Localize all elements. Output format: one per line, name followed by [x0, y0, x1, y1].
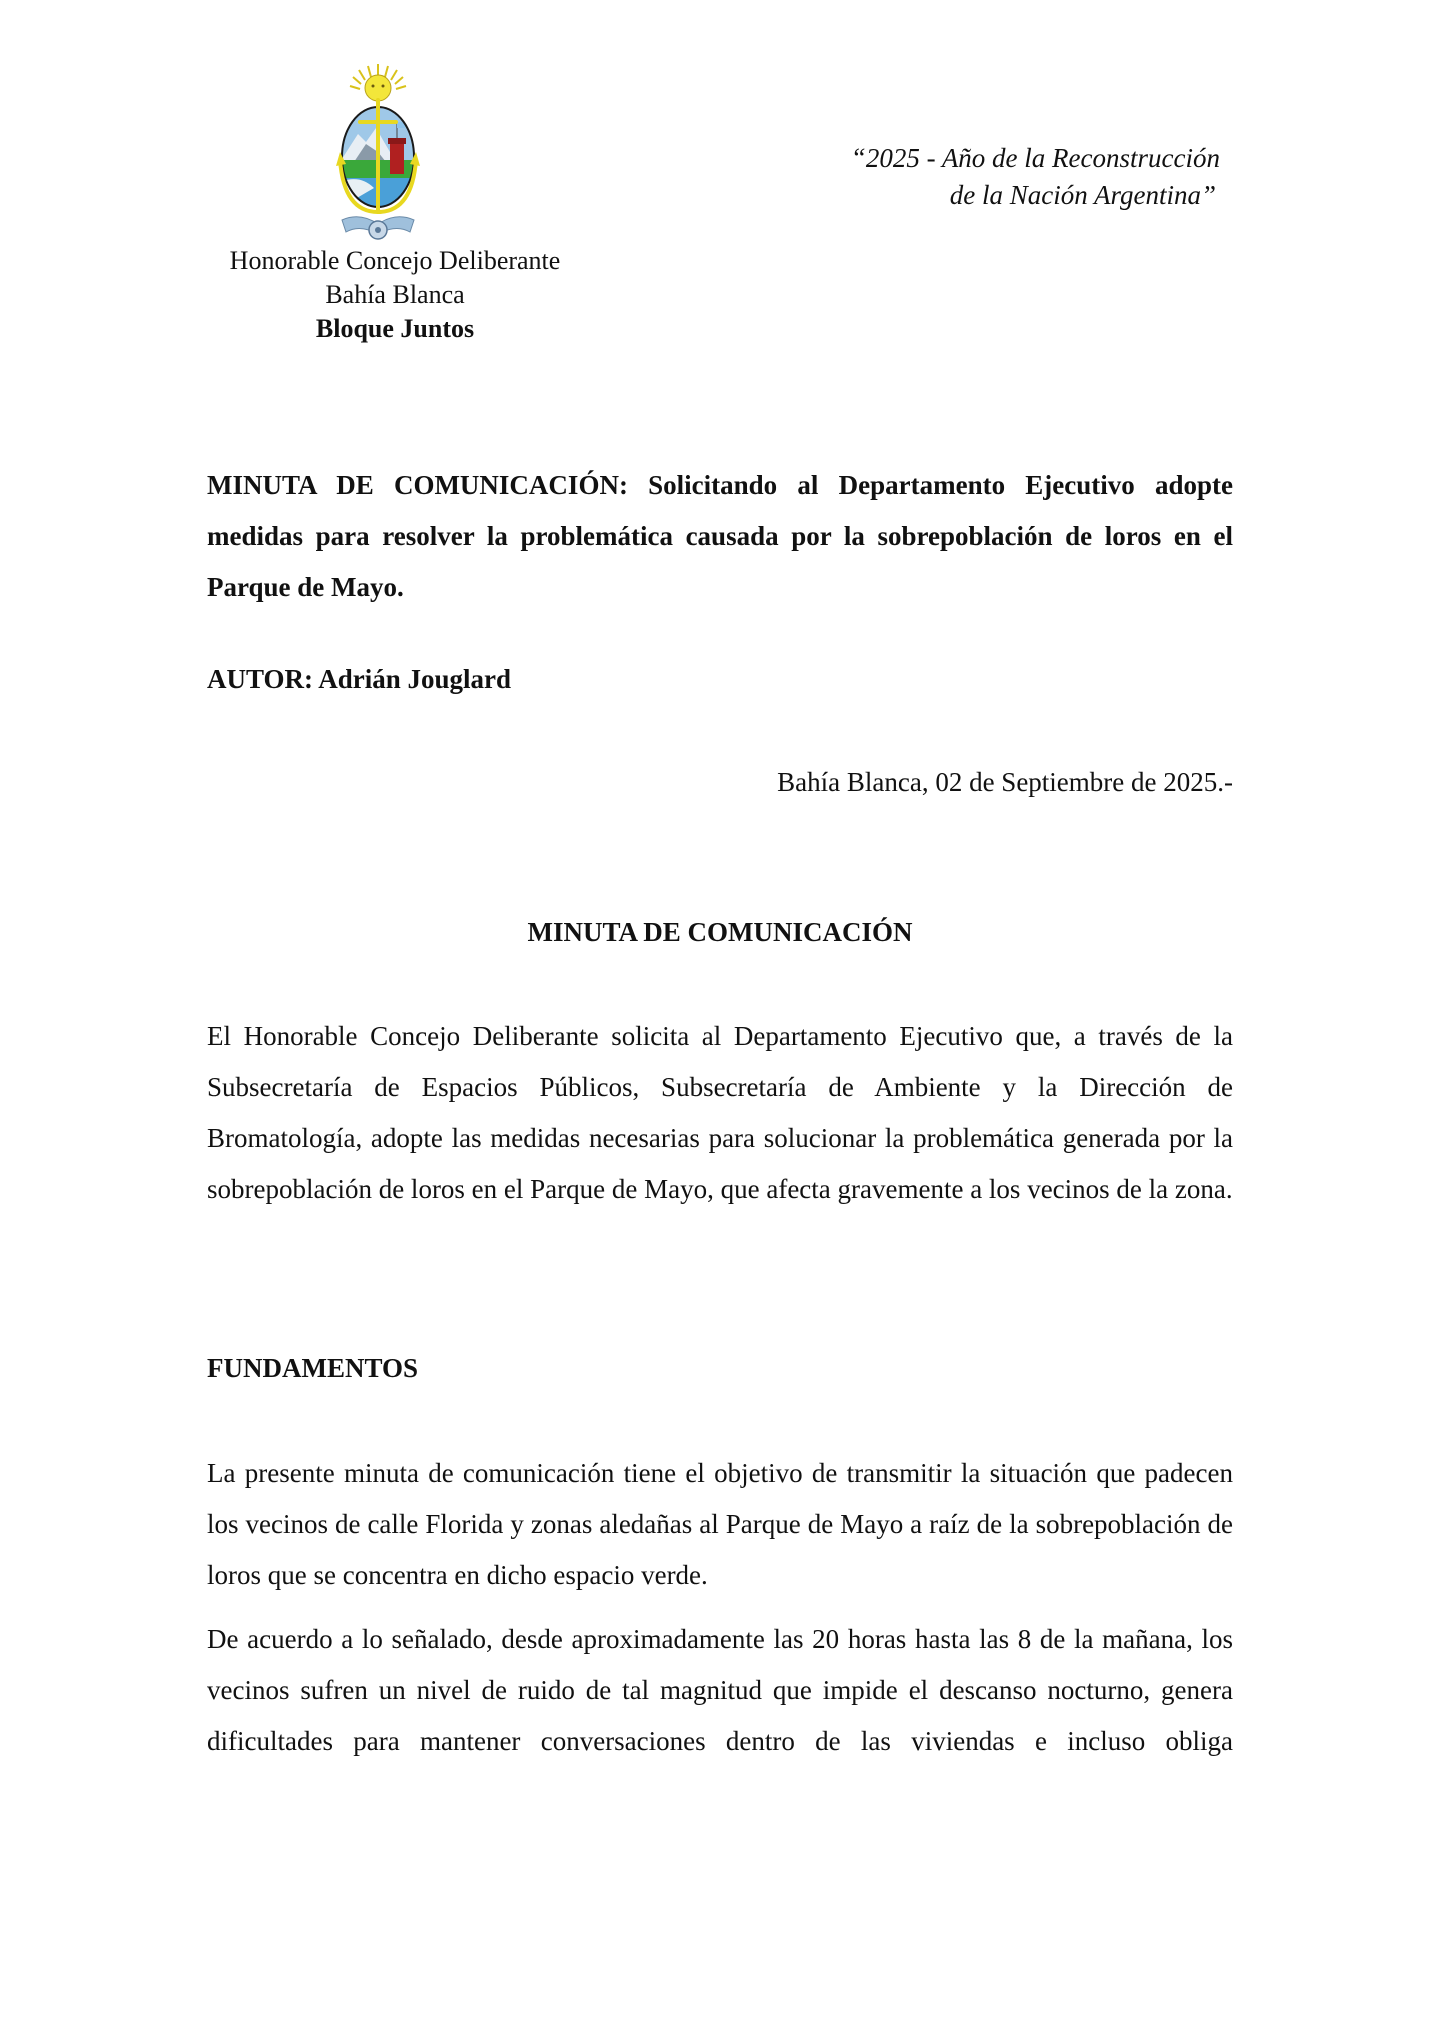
year-motto — [780, 140, 1220, 214]
coat-of-arms-icon — [330, 62, 426, 244]
fundamentos-paragraph-1: La presente minuta de comunicación tiene el objetivo de transmitir la situación que padecen los vecinos de calle Florida y zonas aledañas al Parque de Mayo a raíz de la sobrepoblación de loros que se concentra en dicho espacio verde. — [207, 1458, 1233, 1590]
fundamentos-paragraph-2: De acuerdo a lo señalado, desde aproximadamente las 20 horas hasta las 8 de la mañana, los vecinos sufren un nivel de ruido de tal magnitud que impide el descanso nocturno, genera dificultades para mantener conversaciones dentro de las viviendas e incluso obliga — [207, 1624, 1233, 1756]
document-date: Bahía Blanca, 02 de Septiembre de 2025.- — [777, 767, 1233, 797]
document-title: MINUTA DE COMUNICACIÓN: Solicitando al Departamento Ejecutivo adopte medidas para resolver la problemática causada por la sobrepoblación de loros en el Parque de Mayo. — [207, 470, 1233, 602]
document-author: AUTOR: Adrián Jouglard — [207, 664, 512, 694]
institution-block — [200, 244, 590, 346]
political-bloc: Bloque Juntos — [315, 314, 475, 343]
resolution-paragraph: El Honorable Concejo Deliberante solicita al Departamento Ejecutivo que, a través de la Subsecretaría de Espacios Públicos, Subsecretaría de Ambiente y la Dirección de Bromatología, adopte las medidas necesarias para solucionar la problemática generada por la sobrepoblación de loros en el Parque de Mayo, que afecta gravemente a los vecinos de la zona. — [207, 1021, 1233, 1204]
org-name: Honorable Concejo Deliberante — [229, 246, 561, 275]
motto-line-2: de la Nación Argentina” — [949, 180, 1216, 210]
org-city: Bahía Blanca — [325, 280, 465, 309]
motto-line-1: “2025 - Año de la Reconstrucción — [850, 143, 1220, 173]
section-heading-minuta: MINUTA DE COMUNICACIÓN — [527, 917, 913, 947]
section-heading-fundamentos: FUNDAMENTOS — [207, 1353, 419, 1383]
